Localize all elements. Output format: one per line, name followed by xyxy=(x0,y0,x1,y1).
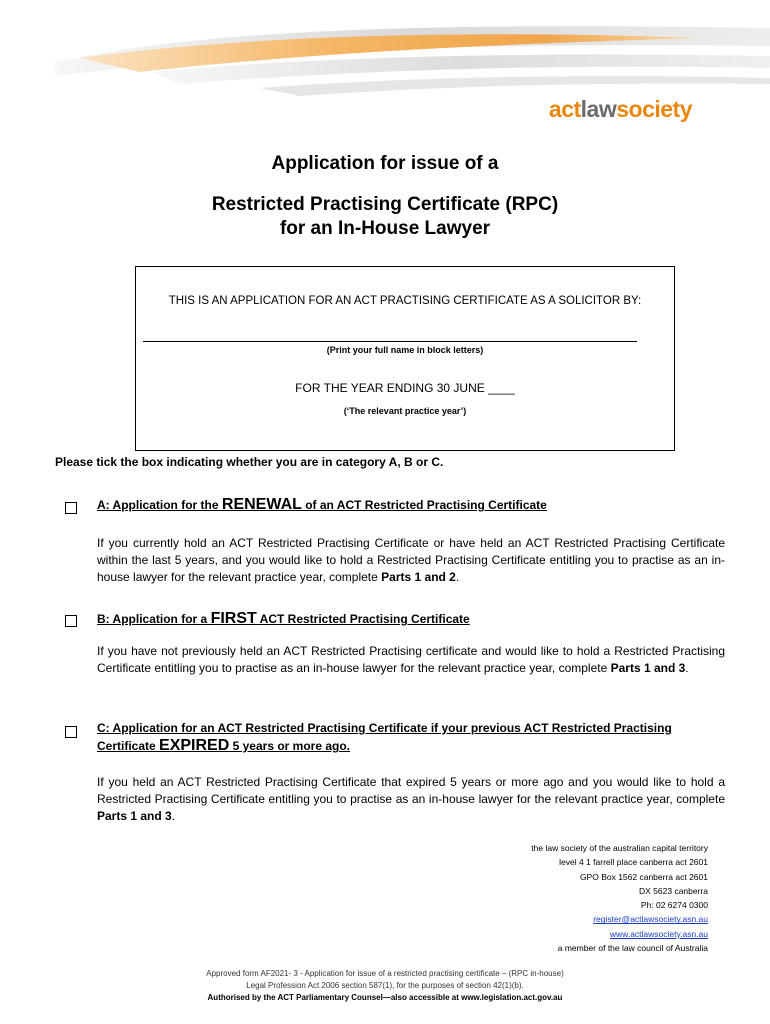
category-c-heading-post: 5 years or more ago. xyxy=(229,739,351,753)
category-a-heading-post: of an ACT Restricted Practising Certificate xyxy=(301,498,547,512)
act-law-society-logo xyxy=(549,96,692,123)
category-c-description xyxy=(97,774,725,825)
form-title-line3: for an In-House Lawyer xyxy=(279,218,491,239)
address-membership: a member of the law council of Australia xyxy=(557,943,708,954)
address-street: level 4 1 farrell place canberra act 2601 xyxy=(559,857,708,868)
logo-text-society: society xyxy=(616,96,692,122)
address-dx: DX 5623 canberra xyxy=(639,885,708,896)
category-a-checkbox[interactable] xyxy=(65,502,77,514)
relevant-year-hint: (‘The relevant practice year’) xyxy=(343,406,467,416)
category-b-heading-post: ACT Restricted Practising Certificate xyxy=(256,612,470,626)
category-b-parts: Parts 1 and 3 xyxy=(610,661,686,675)
category-instruction: Please tick the box indicating whether you are in category A, B or C. xyxy=(55,455,444,469)
category-a-heading-pre: A: Application for the xyxy=(97,498,222,512)
applicant-box xyxy=(135,266,675,451)
society-address-block xyxy=(531,841,708,955)
category-b-checkbox[interactable] xyxy=(65,615,77,627)
logo-text-act: act xyxy=(548,96,581,122)
logo-text-law: law xyxy=(580,96,617,122)
website-link[interactable]: www.actlawsociety.asn.au xyxy=(609,928,708,939)
category-a-body-text: If you currently hold an ACT Restricted Practising Certificate or have held an ACT Restricted Practising Certificate within the last 5 years, and you would like to hold a Restricted Practising Certificate entitling you to practise as an in-house lawyer for the relevant practice year, complete xyxy=(97,536,725,584)
form-title-line1: Application for issue of a xyxy=(271,153,499,174)
category-a-body-end: . xyxy=(455,570,460,584)
category-b-heading xyxy=(97,610,717,628)
category-c-body-end: . xyxy=(171,809,176,823)
footer-approved-form: Approved form AF2021- 3 - Application for issue of a restricted practising certificate – (RPC in-house) xyxy=(206,969,564,978)
header-swoosh-graphic xyxy=(0,0,770,110)
full-name-hint: (Print your full name in block letters) xyxy=(326,345,484,355)
address-org: the law society of the australian capital territory xyxy=(531,843,708,853)
footer-authorised: Authorised by the ACT Parliamentary Counsel—also accessible at www.legislation.act.gov.au xyxy=(207,993,563,1002)
category-c-body-text: If you held an ACT Restricted Practising Certificate that expired 5 years or more ago and you would like to hold a Restricted Practising Certificate entitling you to practise as an in-house lawyer for the relevant practice year, complete xyxy=(97,775,725,806)
category-c-heading-emphasis: EXPIRED xyxy=(159,737,230,754)
year-ending-line[interactable]: FOR THE YEAR ENDING 30 JUNE ____ xyxy=(295,381,515,395)
category-a-parts: Parts 1 and 2 xyxy=(381,570,456,584)
category-b-heading-emphasis: FIRST xyxy=(210,610,257,627)
category-a-heading-emphasis: RENEWAL xyxy=(221,496,302,513)
category-b-body-text: If you have not previously held an ACT Restricted Practising certificate and would like to hold a Restricted Practising Certificate entitling you to practise as an in-house lawyer for the relevant practice year, complete xyxy=(97,644,725,675)
address-po-box: GPO Box 1562 canberra act 2601 xyxy=(579,871,708,882)
category-b-body-end: . xyxy=(685,661,689,675)
category-a-heading xyxy=(97,496,717,514)
category-c-heading xyxy=(97,719,717,755)
category-c-checkbox[interactable] xyxy=(65,726,77,738)
category-a-description xyxy=(97,535,725,586)
form-title-line2: Restricted Practising Certificate (RPC) xyxy=(211,194,559,215)
address-phone: Ph: 02 6274 0300 xyxy=(640,900,708,911)
category-c-heading-pre: C: Application for an ACT Restricted Practising Certificate if your previous ACT Restricted Practising Certificate xyxy=(97,721,672,753)
application-statement: THIS IS AN APPLICATION FOR AN ACT PRACTISING CERTIFICATE AS A SOLICITOR BY: xyxy=(168,295,642,307)
category-c-parts: Parts 1 and 3 xyxy=(97,809,172,823)
category-b-heading-pre: B: Application for a xyxy=(97,612,211,626)
email-link[interactable]: register@actlawsociety.asn.au xyxy=(593,914,708,925)
full-name-input-line[interactable] xyxy=(143,341,637,342)
footer-legislation: Legal Profession Act 2006 section 587(1), for the purposes of section 42(1)(b). xyxy=(246,981,524,990)
category-b-description xyxy=(97,643,725,677)
